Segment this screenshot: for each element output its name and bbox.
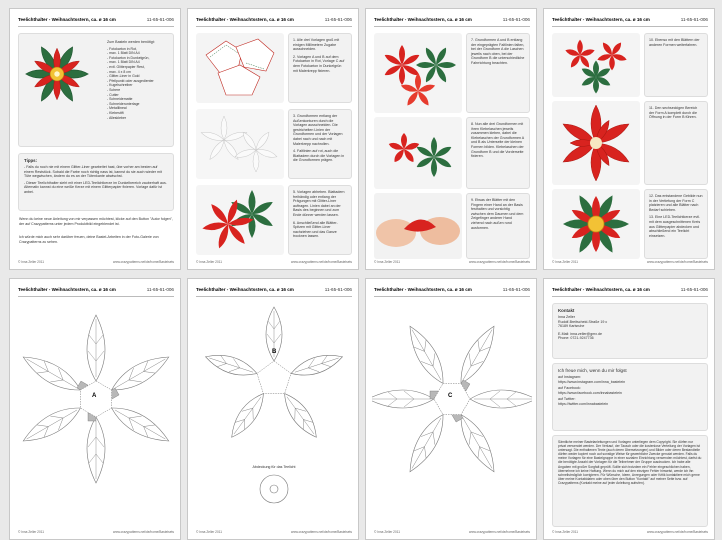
step-text: 6. Anschließend alle Blätter-Spitzen mit Glitter-Liner nachziehen und das Ganze trocknen lassen. — [293, 220, 338, 239]
page-title: Teelichthalter - Weihnachtsstern, ca. ø 16 cm — [18, 287, 116, 292]
material-item: - max. 1 Blatt DIN A4 — [107, 51, 155, 56]
contact-email[interactable]: E-Mail: inna.zeller@gmx.de — [558, 331, 602, 336]
step-box — [288, 109, 352, 179]
contact-phone: Phone: 0721-9247736 — [558, 336, 594, 341]
website-link[interactable]: www.crazypatterns.net/de/home/Bastelsets — [647, 530, 708, 534]
instruction-page-3 — [365, 8, 537, 270]
contact-heading: Kontakt — [558, 308, 575, 313]
material-item: - Pfeilpunkt oder ausgedienter — [107, 79, 155, 84]
website-link[interactable]: www.crazypatterns.net/de/home/Bastelsets — [647, 260, 708, 264]
cut-pieces-photo — [196, 109, 284, 179]
facebook-link[interactable]: https://www.facebook.com/innabastelein — [558, 390, 622, 395]
copyright: © Inna Zeller 2011 — [374, 260, 401, 264]
step-text: 1. Alle drei Vorlagen groß mit einigen Millimetern Zugabe ausschneiden. — [293, 38, 340, 52]
material-item: - Schere — [107, 88, 155, 93]
page-header — [374, 285, 530, 297]
poinsettia-photo — [23, 40, 91, 108]
step-text: 5. Vorlagen abheben. Blattadern freihändig oder entlang der Prägungen mit Glitter-Liner auftragen. Linien dabei an der Basis des beginnen und zum Ende dünner werden lassen. — [293, 190, 345, 217]
website-link[interactable]: www.crazypatterns.net/de/home/Bastelsets — [113, 260, 174, 264]
twitter-link[interactable]: https://twitter.com/innabastelein — [558, 401, 609, 406]
material-item: - Kugelschreiber — [107, 83, 155, 88]
copyright: © Inna Zeller 2011 — [18, 530, 45, 534]
template-label: C — [448, 393, 453, 399]
social-label: auf Twitter: — [558, 397, 576, 402]
page-header — [374, 15, 530, 27]
step-text: 9. Etwas der Blätter mit den Fingern einer Hand an der Basis festhalten und vorsichtig zwischen dem Daumen und dem Zeigefinger anderer Hand ziehend nach außen rund ausformen. — [471, 198, 524, 230]
shaped-flowers-photo — [552, 33, 640, 97]
gallery-note: Ich würde mich auch sehr darüber freuen, deine Bastel-Arbeiten in der Foto-Galerie von Crazypatterns zu sehen. — [19, 235, 159, 244]
hand-left — [376, 219, 416, 247]
step-text: 8. Nun alle drei Grundformen mit ihren Klebelaschen jeweils zusammen kleben, dabei die Klebelaschen der Grundformen A und B als Unterseite der kleinen Formen bilden. Klebelaschen der Grundform B und die Vorderseite fixieren. — [471, 122, 524, 159]
social-panel — [552, 363, 708, 431]
cover-caption: Abdeckung für das Teelicht — [252, 465, 296, 469]
instruction-page-2 — [187, 8, 359, 270]
copyright: © Inna Zeller 2011 — [196, 530, 223, 534]
page-title: Teelichthalter - Weihnachtsstern, ca. ø 16 cm — [374, 287, 472, 292]
material-item: - Fotokarton in Dunkelgrün, — [107, 56, 155, 61]
step-text: 7. Grundformen A und B entlang der eingeprägten Faltlinien falten, bei der Grundform A die Laschen jeweils nach oben, bei der Grundform B die unterschiedliche Fahrrichtung beachten. — [471, 38, 525, 65]
page-header — [18, 285, 174, 297]
website-link[interactable]: www.crazypatterns.net/de/home/Bastelsets — [291, 530, 352, 534]
materials-intro: Zum Basteln werden benötigt: — [107, 40, 155, 44]
contact-line: 76189 Karlsruhe — [558, 324, 585, 329]
website-link[interactable]: www.crazypatterns.net/de/home/Bastelsets — [113, 530, 174, 534]
material-item: - Schneidematte — [107, 97, 155, 102]
step-box — [466, 193, 530, 259]
website-link[interactable]: www.crazypatterns.net/de/home/Bastelsets — [469, 530, 530, 534]
template-page-c — [365, 278, 537, 540]
materials-panel — [18, 33, 174, 147]
glued-shapes-photo — [374, 117, 462, 189]
assembled-red-photo — [552, 101, 640, 185]
page-title: Teelichthalter - Weihnachtsstern, ca. ø 16 cm — [552, 17, 650, 22]
page-title: Teelichthalter - Weihnachtsstern, ca. ø 16 cm — [196, 287, 294, 292]
material-item: - Glitter-Liner in Gold — [107, 74, 155, 79]
copyright: © Inna Zeller 2011 — [374, 530, 401, 534]
product-code: 11-65-61-006 — [146, 17, 174, 22]
shaping-leaf-photo — [374, 193, 462, 259]
finished-holder-photo — [552, 189, 640, 259]
website-link[interactable]: www.crazypatterns.net/de/home/Bastelsets — [291, 260, 352, 264]
copyright: © Inna Zeller 2011 — [552, 260, 579, 264]
material-item: - max. 1 Blatt DIN A4 — [107, 60, 155, 65]
template-b-outline — [198, 303, 350, 455]
product-code: 11-65-61-006 — [502, 17, 530, 22]
page-title: Teelichthalter - Weihnachtsstern, ca. ø 16 cm — [552, 287, 650, 292]
templates-photo — [196, 33, 284, 103]
legal-text: Sämtliche meiner Bastelanleitungen und Vorlagen unterliegen dem Copyright. Sie dürfen nur privat verwendet werden. Der Verkauf, der Tausch oder die kostenlose Verteilung der Vorlagen ist untersagt. Die enthaltenen Texte (auch deren Übersetzungen) und Bilder oder deren Bestandteile dürfen weder kopiert noch auf sonstige Weise für gewerbliche Zwecke genutzt werden. Falls du meine Vorlagen für eine Bastelgruppe in einer sozialen Einrichtung verwenden möchtest, darfst du die benötigte Anzahl der Vorlagen für die Teilnehmer der Gruppe ausdrucken. Ich habe alle Angaben mit großer Sorgfalt geprüft. Sollte sich trotzdem ein Fehler eingeschlichen haben, übernehme ich keine Haftung. Wenn du mich auf den einzigen Fehler hinweist, werde ich ihn schnellstmöglich korrigieren. Für Wünsche, Ideen, Anregungen oder Kritik kontaktiere mich gerne über meine Kontaktdaten oder oben über den Button "Kontakt" auf meiner Seite bzw. auf Crazypatterns (Kontakt meine auf jeder Anleitung aufrufen). — [558, 440, 702, 485]
step-text: 3. Grundformen entlang der Außenkonturen durch die Vorlagen ausschneiden. Die gestrichelten Linien der Grundformen und der Vorlagen dabei nach und nach mit Malerkrepp nachrollen. — [293, 114, 343, 146]
instruction-page-4 — [543, 8, 715, 270]
colored-shapes-photo — [196, 185, 284, 255]
template-label: A — [92, 393, 97, 399]
contact-line: Inna Zeller — [558, 315, 575, 319]
product-code: 11-65-61-006 — [146, 287, 174, 292]
page-header — [552, 15, 708, 27]
step-box — [644, 189, 708, 259]
social-heading: Ich freue mich, wenn du mir folgst — [558, 368, 627, 373]
material-item: - Metalllineal — [107, 106, 155, 111]
copyright: © Inna Zeller 2011 — [196, 260, 223, 264]
social-label: auf Instagram: — [558, 375, 581, 379]
copyright: © Inna Zeller 2011 — [18, 260, 45, 264]
material-item: - Cutter — [107, 93, 155, 98]
instruction-page-1 — [9, 8, 181, 270]
tips-panel — [18, 153, 174, 211]
social-label: auf Facebook: — [558, 386, 581, 391]
step-box — [466, 33, 530, 113]
material-item: - evtl. Glitterpapier Rest, — [107, 65, 155, 70]
follow-note: Wenn du keine neue Anleitung von mir verpassen möchtest, klicke auf den Button "Autor folgen", der auf Crazypatterns unter jedem Produktbild eingeblendet ist. — [19, 217, 173, 226]
contact-panel — [552, 303, 708, 359]
step-text: 4. Faltlinien auf rot, auch die Blattadern durch die Vorlagen in die Grundformen prägen. — [293, 149, 345, 163]
product-code: 11-65-61-006 — [680, 287, 708, 292]
legal-panel — [552, 435, 708, 527]
step-text: 13. Eine LED-Teelichtkerze evtl. mit dem ausgeschnittenen Kreis aus Glitterpapier abdecken und abschließend ein Teelicht einsetzen. — [649, 215, 701, 238]
product-code: 11-65-61-006 — [680, 17, 708, 22]
tip-text: - Dieser Teelichthalter sieht mit einer LED-Teelichtkerze im Dunkelbereich zauberhaft aus. Alternativ kannst du eine weiße Kerze mit einem Glitterpapier fixieren. Vorlage dafür ist anbei. — [24, 180, 167, 194]
product-code: 11-65-61-006 — [502, 287, 530, 292]
material-item: - Fotokarton in Rot, — [107, 47, 155, 52]
template-page-b — [187, 278, 359, 540]
tip-text: - Falls du noch nie mit einem Glitter-Liner gearbeitet hast, übe vorher am besten auf einem Reststück. Sobald die Farbe noch richtig nass ist, kannst du sie auch wieder mit Tüte wegwischen, ändern du es an der Tütenkante abwischst. — [24, 165, 162, 179]
step-text: 12. Das entstandene Gebilde nun in der Vertiefung der Form C platzieren und alle Blätter nach Bedarf schieben. — [649, 194, 703, 212]
step-box — [644, 33, 708, 97]
materials-list — [107, 40, 155, 120]
material-item: - Schneiderunterlage — [107, 102, 155, 107]
page-title: Teelichthalter - Weihnachtsstern, ca. ø 16 cm — [374, 17, 472, 22]
material-item: - max. 4 x 8 cm — [107, 70, 155, 75]
page-header — [196, 285, 352, 297]
tips-heading: Tipps: — [24, 158, 38, 163]
contact-line: Rudolf-Breitscheid-Straße 19 c — [558, 319, 608, 324]
product-code: 11-65-61-006 — [324, 17, 352, 22]
page-title: Teelichthalter - Weihnachtsstern, ca. ø 16 cm — [196, 17, 294, 22]
step-box — [288, 33, 352, 103]
page-header — [552, 285, 708, 297]
template-c-outline — [372, 309, 532, 489]
step-text: 11. Den sechseckigen Bereich der Form A komplett durch die Öffnung in der Form B führen. — [649, 106, 698, 120]
step-text: 10. Ebenso mit den Blättern der anderen Formen weiterfahren. — [649, 38, 700, 47]
page-title: Teelichthalter - Weihnachtsstern, ca. ø 16 cm — [18, 17, 116, 22]
product-code: 11-65-61-006 — [324, 287, 352, 292]
copyright: © Inna Zeller 2011 — [552, 530, 579, 534]
material-item: - Klebestift — [107, 111, 155, 116]
instagram-link[interactable]: https://www.instagram.com/inna_bastelein — [558, 379, 626, 384]
tealight-cover-ring — [258, 473, 290, 505]
step-box — [466, 117, 530, 189]
page-header — [18, 15, 174, 27]
website-link[interactable]: www.crazypatterns.net/de/home/Bastelsets — [469, 260, 530, 264]
folded-shapes-photo — [374, 33, 462, 113]
step-text: 2. Vorlagen A und B auf dem Fotokarton in Rot, Vorlage C auf dem Fotokarton in Dunkelgrün mit Malerkrepp fixieren. — [293, 54, 345, 73]
page-header — [196, 15, 352, 27]
contact-page — [543, 278, 715, 540]
material-item: - Alleskleber — [107, 116, 155, 121]
step-box — [644, 101, 708, 185]
step-box — [288, 185, 352, 255]
template-label: B — [272, 349, 277, 355]
template-a-outline — [16, 309, 176, 489]
template-page-a — [9, 278, 181, 540]
